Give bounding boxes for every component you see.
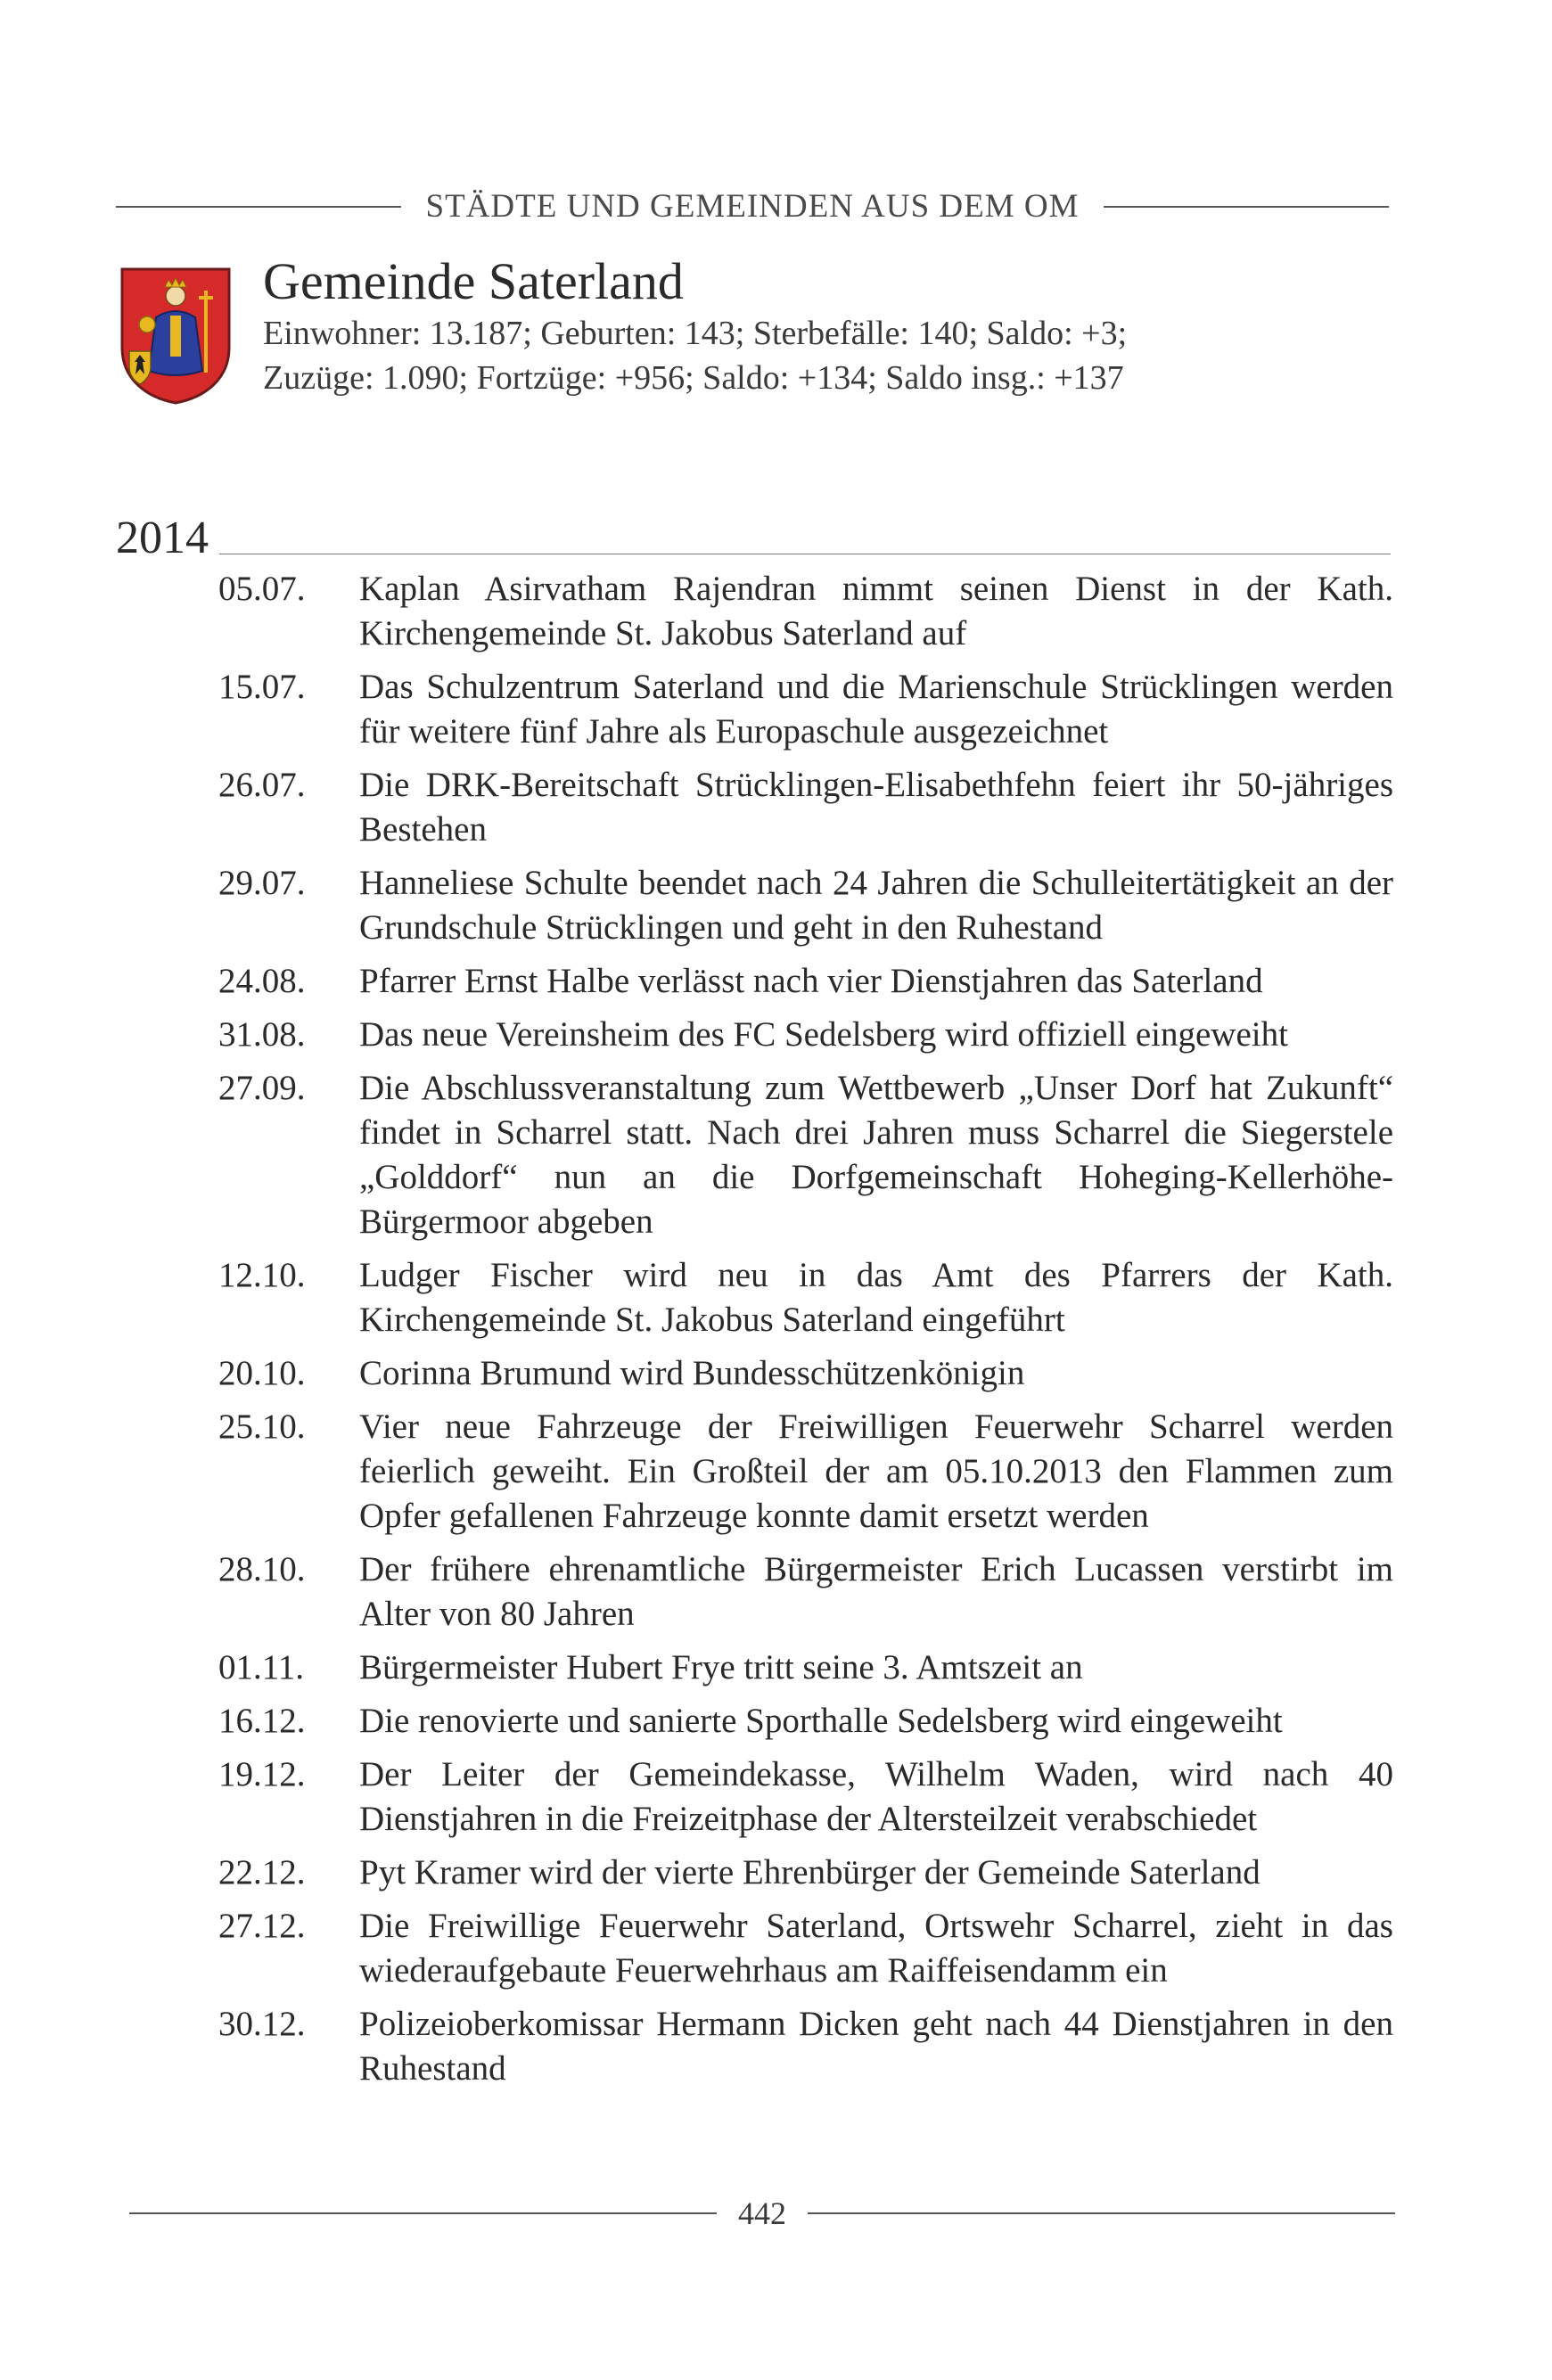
chronicle-entry <box>218 1066 1393 1244</box>
entry-date: 16.12. <box>218 1702 306 1740</box>
entry-date: 26.07. <box>218 766 306 804</box>
running-head-title: STÄDTE UND GEMEINDEN AUS DEM OM <box>425 188 1080 225</box>
chronicle-entry <box>218 1851 1393 1895</box>
entry-text: Die Freiwillige Feuerwehr Saterland, Ortswehr Scharrel, zieht in das wiederaufgebaute Feuerwehrhaus am Raiffeisendamm ein <box>359 1907 1393 1990</box>
running-head-rule-right <box>1104 206 1389 208</box>
entry-text: Corinna Brumund wird Bundesschützenkönigin <box>359 1354 1025 1392</box>
running-head-rule-left <box>116 206 401 208</box>
entry-text: Bürgermeister Hubert Frye tritt seine 3. Amtszeit an <box>359 1648 1083 1687</box>
population-stats-line-2: Zuzüge: 1.090; Fortzüge: +956; Saldo: +134; Saldo insg.: +137 <box>263 359 1124 397</box>
entry-date: 01.11. <box>218 1648 305 1687</box>
coat-of-arms-icon <box>119 266 233 406</box>
entry-date: 28.10. <box>218 1550 306 1588</box>
entry-text: Das Schulzentrum Saterland und die Marienschule Strücklingen werden für weitere fünf Jahre als Europaschule ausgezeichnet <box>359 668 1393 751</box>
entry-date: 19.12. <box>218 1755 306 1793</box>
year-heading <box>116 515 1391 562</box>
entry-date: 22.12. <box>218 1853 306 1892</box>
chronicle-entry <box>218 1699 1393 1744</box>
chronicle-entry <box>218 1351 1393 1396</box>
entry-text: Pyt Kramer wird der vierte Ehrenbürger der Gemeinde Saterland <box>359 1853 1260 1892</box>
entry-text: Das neue Vereinsheim des FC Sedelsberg wird offiziell eingeweiht <box>359 1015 1288 1054</box>
entry-date: 27.12. <box>218 1907 306 1945</box>
entry-date: 24.08. <box>218 962 306 1000</box>
entry-date: 27.09. <box>218 1069 306 1107</box>
entry-text: Der Leiter der Gemeindekasse, Wilhelm Waden, wird nach 40 Dienstjahren in die Freizeitphase der Altersteilzeit verabschiedet <box>359 1755 1393 1838</box>
municipality-name: Gemeinde Saterland <box>263 252 684 310</box>
entry-text: Polizeioberkomissar Hermann Dicken geht nach 44 Dienstjahren in den Ruhestand <box>359 2005 1393 2088</box>
entry-date: 31.08. <box>218 1015 306 1054</box>
footer-rule-right <box>808 2212 1395 2214</box>
chronicle-entry <box>218 1904 1393 1993</box>
entry-text: Der frühere ehrenamtliche Bürgermeister Erich Lucassen verstirbt im Alter von 80 Jahren <box>359 1550 1393 1633</box>
chronicle-entry <box>218 665 1393 754</box>
chronicle-entry <box>218 1405 1393 1539</box>
chronicle-entry <box>218 763 1393 852</box>
population-stats-line-1: Einwohner: 13.187; Geburten: 143; Sterbefälle: 140; Saldo: +3; <box>263 315 1128 352</box>
footer-rule-left <box>129 2212 717 2214</box>
page-number: 442 <box>738 2195 786 2231</box>
page-footer <box>129 2195 1395 2232</box>
entry-text: Pfarrer Ernst Halbe verlässt nach vier Dienstjahren das Saterland <box>359 962 1263 1000</box>
chronicle-entry <box>218 1253 1393 1342</box>
entry-date: 29.07. <box>218 864 306 902</box>
entry-text: Die Abschlussveranstaltung zum Wettbewerb „Unser Dorf hat Zukunft“ findet in Scharrel statt. Nach drei Jahren muss Scharrel die Siegerstele „Golddorf“ nun an die Dorfgemeinschaft Hoheging-Kellerhöhe-Bürgermoor abgeben <box>359 1069 1393 1241</box>
entry-text: Hanneliese Schulte beendet nach 24 Jahren die Schulleitertätigkeit an der Grundschule Strücklingen und geht in den Ruhestand <box>359 864 1393 947</box>
entry-date: 25.10. <box>218 1407 306 1446</box>
running-head <box>116 187 1389 226</box>
entry-text: Die DRK-Bereitschaft Strücklingen-Elisabethfehn feiert ihr 50-jähriges Bestehen <box>359 766 1393 849</box>
municipality-header <box>119 252 1393 419</box>
chronicle-entry <box>218 1547 1393 1637</box>
chronicle-entry <box>218 1645 1393 1690</box>
chronicle-entry <box>218 959 1393 1004</box>
chronicle-entry <box>218 2002 1393 2091</box>
entry-date: 30.12. <box>218 2005 306 2043</box>
chronicle-entry <box>218 567 1393 656</box>
chronicle-entries <box>218 567 1393 2100</box>
entry-date: 05.07. <box>218 570 306 608</box>
entry-date: 12.10. <box>218 1256 306 1294</box>
entry-date: 15.07. <box>218 668 306 706</box>
chronicle-entry <box>218 1013 1393 1057</box>
year-label: 2014 <box>116 513 209 563</box>
chronicle-entry <box>218 861 1393 950</box>
entry-date: 20.10. <box>218 1354 306 1392</box>
entry-text: Vier neue Fahrzeuge der Freiwilligen Feuerwehr Scharrel werden feierlich geweiht. Ein Großteil der am 05.10.2013 den Flammen zum Opfer gefallenen Fahrzeuge konnte damit ersetzt werden <box>359 1407 1393 1535</box>
chronicle-entry <box>218 1752 1393 1842</box>
entry-text: Ludger Fischer wird neu in das Amt des Pfarrers der Kath. Kirchengemeinde St. Jakobus Saterland eingeführt <box>359 1256 1393 1339</box>
entry-text: Die renovierte und sanierte Sporthalle Sedelsberg wird eingeweiht <box>359 1702 1283 1740</box>
entry-text: Kaplan Asirvatham Rajendran nimmt seinen Dienst in der Kath. Kirchengemeinde St. Jakobus Saterland auf <box>359 570 1393 652</box>
